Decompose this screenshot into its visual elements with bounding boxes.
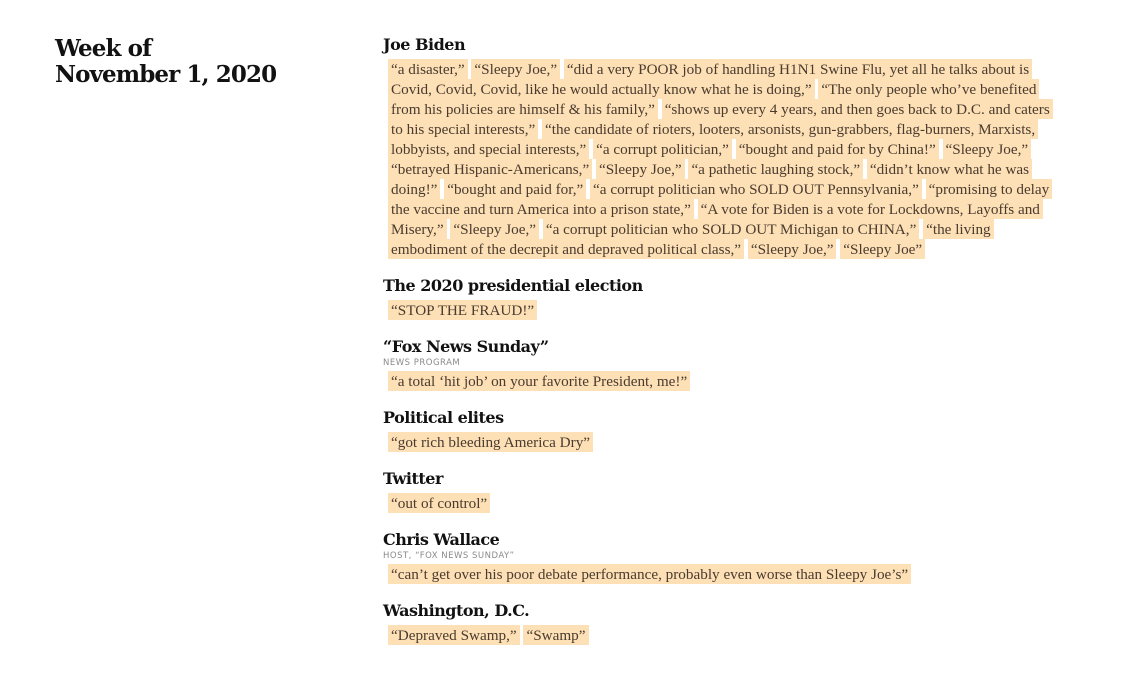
quote: “Sleepy Joe,”	[450, 219, 539, 239]
insult-target: Political elites	[383, 408, 504, 427]
week-heading-line1: Week of	[55, 35, 152, 62]
quote: “promising to delay the vaccine and turn America into a prison state,”	[388, 179, 1052, 219]
target-descriptor: NEWS PROGRAM	[383, 358, 461, 368]
quote-block	[388, 301, 1053, 321]
quote: “The only people who’ve benefited from his policies are himself & his family,”	[388, 79, 1039, 119]
insult-target: Twitter	[383, 469, 443, 488]
quote-block	[388, 565, 1053, 585]
insult-target: Chris Wallace	[383, 530, 500, 549]
quote: “a corrupt politician,”	[593, 139, 732, 159]
quote: “bought and paid for,”	[444, 179, 586, 199]
quote: “can’t get over his poor debate performance, probably even worse than Sleepy Joe’s”	[388, 564, 911, 584]
week-heading	[55, 36, 335, 88]
insult-target: The 2020 presidential election	[383, 276, 643, 295]
insult-target: Washington, D.C.	[383, 601, 530, 620]
quote-block	[388, 626, 1053, 646]
quote: “Depraved Swamp,”	[388, 625, 520, 645]
insult-target: Joe Biden	[383, 35, 466, 54]
insult-list	[383, 34, 1063, 661]
quote: “shows up every 4 years, and then goes back to D.C. and caters to his special interests,”	[388, 99, 1053, 139]
week-heading-line2: November 1, 2020	[55, 61, 277, 88]
insult-entry	[383, 34, 1063, 260]
insult-entry	[383, 529, 1063, 585]
insult-entry	[383, 336, 1063, 392]
quote: “a corrupt politician who SOLD OUT Pennsylvania,”	[590, 179, 922, 199]
quote-block	[388, 433, 1053, 453]
insult-entry	[383, 600, 1063, 646]
quote: “a disaster,”	[388, 59, 468, 79]
quote: “didn’t know what he was doing!”	[388, 159, 1032, 199]
quote: “a pathetic laughing stock,”	[688, 159, 863, 179]
quote: “A vote for Biden is a vote for Lockdowns, Layoffs and Misery,”	[388, 199, 1043, 239]
insult-entry	[383, 407, 1063, 453]
quote: “did a very POOR job of handling H1N1 Swine Flu, yet all he talks about is Covid, Covid, Covid, like he would actually know what he is doing,”	[388, 59, 1032, 99]
quote: “Sleepy Joe,”	[943, 139, 1032, 159]
insult-entry	[383, 275, 1063, 321]
quote: “bought and paid for by China!”	[736, 139, 939, 159]
quote-block	[388, 494, 1053, 514]
quote: “betrayed Hispanic-Americans,”	[388, 159, 592, 179]
insult-target: “Fox News Sunday”	[383, 337, 549, 356]
quote: “got rich bleeding America Dry”	[388, 432, 593, 452]
quote: “Sleepy Joe,”	[471, 59, 560, 79]
insult-entry	[383, 468, 1063, 514]
quote: “Sleepy Joe,”	[596, 159, 685, 179]
quote-block	[388, 372, 1053, 392]
quote: “the candidate of rioters, looters, arsonists, gun-grabbers, flag-burners, Marxists, lobbyists, and special interests,”	[388, 119, 1038, 159]
quote: “Sleepy Joe”	[840, 239, 925, 259]
quote: “the living embodiment of the decrepit and depraved political class,”	[388, 219, 994, 259]
quote: “Sleepy Joe,”	[748, 239, 837, 259]
target-descriptor: HOST, “FOX NEWS SUNDAY”	[383, 551, 515, 561]
quote-block	[388, 60, 1053, 260]
quote: “out of control”	[388, 493, 490, 513]
quote: “Swamp”	[523, 625, 588, 645]
quote: “a total ‘hit job’ on your favorite President, me!”	[388, 371, 690, 391]
quote: “STOP THE FRAUD!”	[388, 300, 537, 320]
quote: “a corrupt politician who SOLD OUT Michigan to CHINA,”	[543, 219, 919, 239]
